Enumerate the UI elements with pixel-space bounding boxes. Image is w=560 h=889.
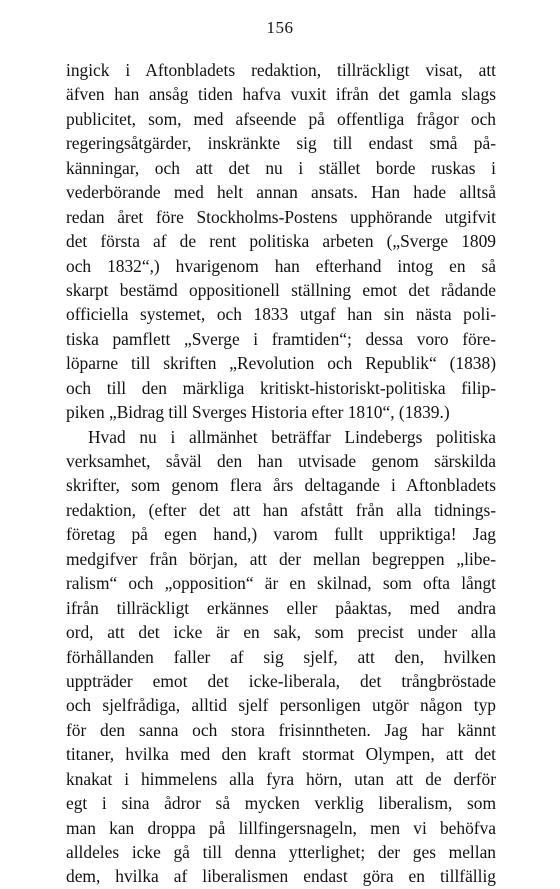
text-line: knakat i himmelens alla fyra hörn, utan att de derför — [66, 768, 496, 789]
text-line: regeringsåtgärder, inskränkte sig till endast små på- — [66, 133, 496, 154]
text-line: äfven han ansåg tiden hafva vuxit ifrån det gamla slags — [66, 84, 496, 105]
text-line: för den sanna och stora frisinntheten. Jag har kännt — [66, 719, 496, 740]
text-line: skrifter, som genom flera års deltagande i Aftonbladets — [66, 475, 496, 496]
text-line: officiella systemet, och 1833 utgaf han sin nästa poli- — [66, 304, 496, 325]
text-line: Hvad nu i allmänhet beträffar Lindebergs politiska — [88, 426, 496, 447]
text-line: företag på egen hand,) varom fullt uppriktiga! Jag — [66, 524, 496, 545]
text-line: man kan droppa på lillfingersnageln, men vi behöfva — [66, 817, 496, 838]
text-line: medgifver från början, att der mellan begreppen „libe- — [66, 548, 496, 569]
text-line: alldeles icke gå till denna ytterlighet; der ges mellan — [66, 842, 496, 862]
text-line: ord, att det icke är en sak, som precist under alla — [66, 622, 496, 643]
text-line: och till den märkliga kritiskt-historiskt-politiska filip- — [66, 377, 496, 398]
text-line: förhållanden faller af sig sjelf, att den, hvilken — [66, 646, 496, 667]
text-line: vederbörande med helt annan ansats. Han hade alltså — [66, 182, 496, 203]
text-line: egt i sina ådror så mycken verklig liberalism, som — [66, 793, 496, 814]
text-line: det första af de rent politiska arbeten („Sverge 1809 — [66, 231, 496, 252]
text-line: redan året före Stockholms-Postens upphörande utgifvit — [66, 206, 496, 227]
page-number: 156 — [266, 18, 294, 37]
body-text — [66, 58, 496, 889]
text-line: verksamhet, såväl den han utvisade genom särskilda — [66, 451, 496, 471]
text-line: och sjelfrådiga, alltid sjelf personligen utgör någon typ — [66, 695, 496, 716]
text-line: uppträder emot det icke-liberala, det trångbröstade — [66, 670, 496, 691]
text-line: redaktion, (efter det att han afstått från alla tidnings- — [66, 499, 496, 520]
text-line: och 1832“,) hvarigenom han efterhand intog en så — [66, 255, 496, 276]
text-line: känningar, och att det nu i stället borde ruskas i — [66, 157, 496, 178]
text-line: publicitet, som, med afseende på offentliga frågor och — [66, 108, 496, 129]
text-line: ifrån tillräckligt erkännes eller påaktas, med andra — [66, 597, 496, 618]
text-line: skarpt bestämd oppositionell ställning emot det rådande — [66, 279, 496, 300]
text-line: löparne till skriften „Revolution och Republik“ (1838) — [66, 353, 496, 374]
text-line: dem, hvilka af liberalismen endast göra en tillfällig — [66, 866, 496, 887]
text-line: titaner, hvilka med den kraft stormat Olympen, att det — [66, 744, 496, 765]
text-line: piken „Bidrag till Sverges Historia efter 1810“, (1839.) — [66, 402, 450, 423]
text-line: tiska pamflett „Sverge i framtiden“; dessa voro före- — [66, 328, 496, 349]
text-line: ralism“ och „opposition“ är en skilnad, som ofta långt — [66, 573, 496, 594]
text-line: ingick i Aftonbladets redaktion, tillräckligt visat, att — [66, 60, 496, 80]
